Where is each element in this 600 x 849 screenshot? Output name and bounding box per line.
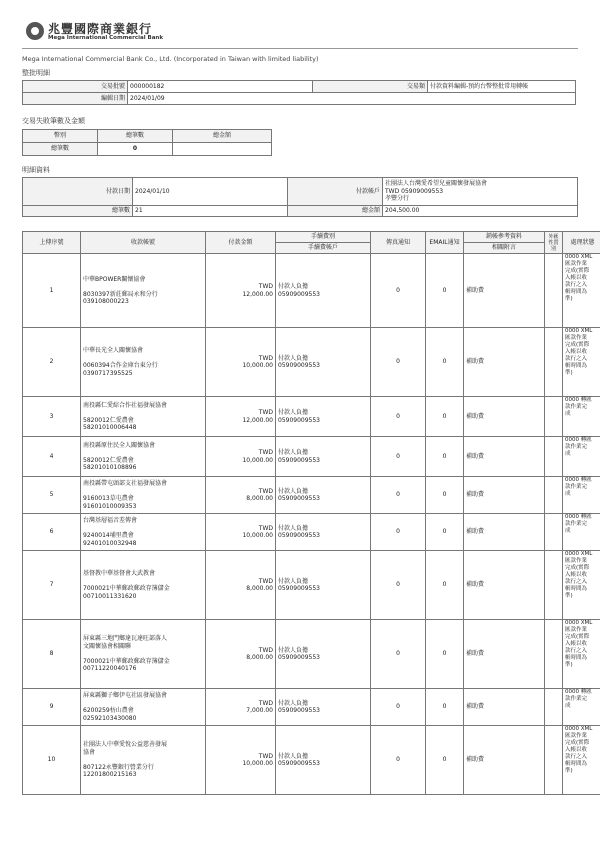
row-foreign [545,477,563,514]
row-seq: 8 [23,620,81,689]
batch-date-label: 編輯日期 [23,93,128,105]
row-ref: 補助費 [464,551,545,620]
row-status: 0000 XML 匯款作業 完成(實際 入帳以收 款行之入 帳時間為 準) [563,254,600,328]
row-payee: 南投縣原住民全人關懷協會 5820012仁愛農會 58201010108896 [81,437,206,477]
row-amount: 8,000.00 [246,654,273,661]
row-fee-account: 05909009553 [278,416,320,424]
row-amount: 8,000.00 [246,585,273,592]
row-fee-account: 05909009553 [278,760,320,767]
row-status: 0000 XML 匯款作業 完成(實際 入帳以收 款行之入 帳時間為 準) [563,620,600,689]
row-status: 0000 轉匯 款作業完 成 [563,397,600,437]
row-email: 0 [426,254,464,328]
row-ref: 補助費 [464,328,545,397]
header-fee-type: 手續費別 [276,232,371,243]
row-foreign [545,620,563,689]
row-status: 0000 XML 匯款作業 完成(實際 入帳以收 款行之入 帳時間為 準) [563,726,600,795]
row-currency: TWD [258,409,273,416]
table-row [23,726,600,795]
row-notify: 0 [371,437,426,477]
row-foreign [545,514,563,551]
failure-table [22,129,272,156]
bank-name-en: Mega International Commercial Bank [48,35,164,41]
pay-date-label: 付款日期 [23,178,133,206]
batch-table [22,80,576,105]
row-fee-account: 05909009553 [278,707,320,714]
failure-col-amount: 總金額 [173,130,272,143]
row-status: 0000 轉匯 款作業完 成 [563,514,600,551]
row-ref: 補助費 [464,514,545,551]
row-fee-type: 付款人負擔 [278,577,309,585]
row-notify: 0 [371,551,426,620]
row-fee-type: 付款人負擔 [278,283,309,290]
total-amount-value: 204,500.00 [383,206,578,217]
row-amount: 8,000.00 [246,495,273,502]
row-notify: 0 [371,689,426,726]
failure-row-count: 0 [98,143,173,156]
row-ref: 補助費 [464,397,545,437]
total-amount-label: 總金額 [288,206,383,217]
row-currency: TWD [258,354,273,362]
header-payee: 收款帳號 [81,232,206,254]
row-email: 0 [426,551,464,620]
header-seq: 上傳序號 [23,232,81,254]
total-count-label: 總筆數 [23,206,133,217]
row-fee-type: 付款人負擔 [278,449,309,456]
row-status: 0000 轉匯 款作業完 成 [563,477,600,514]
batch-section-title: 整批明細 [22,69,50,77]
detail-section-title: 明細資料 [22,166,50,174]
pay-date-value: 2024/01/10 [133,178,288,206]
header-foreign: 外匯性質別 [545,232,563,254]
row-currency: TWD [258,577,273,585]
row-status: 0000 XML 匯款作業 完成(實際 入帳以收 款行之入 帳時間為 準) [563,328,600,397]
row-payee: 屏東縣獅子鄉伊屯社區發展協會 6200259枋山農會 02592103430080 [81,689,206,726]
failure-section-title: 交易失敗筆數及金額 [22,117,85,125]
row-payee: 中華長光全人關懷協會 0060394合作金庫台東分行 0390717395525 [81,328,206,397]
row-notify: 0 [371,328,426,397]
row-notify: 0 [371,254,426,328]
row-currency: TWD [258,487,273,495]
row-fee-type: 付款人負擔 [278,487,309,495]
row-foreign [545,437,563,477]
row-fee-account: 05909009553 [278,585,320,592]
row-amount: 10,000.00 [242,456,273,464]
row-email: 0 [426,514,464,551]
row-email: 0 [426,328,464,397]
row-seq: 7 [23,551,81,620]
header-email: EMAIL通知 [426,232,464,254]
row-email: 0 [426,726,464,795]
row-email: 0 [426,397,464,437]
row-amount: 10,000.00 [242,532,273,539]
row-currency: TWD [258,524,273,532]
row-foreign [545,551,563,620]
row-ref: 補助費 [464,437,545,477]
detail-summary-table [22,177,578,217]
row-email: 0 [426,437,464,477]
row-ref: 補助費 [464,254,545,328]
header-note: 相關附言 [464,243,545,254]
failure-col-currency: 幣別 [23,130,98,143]
row-ref: 補助費 [464,620,545,689]
row-fee-account: 05909009553 [278,362,320,369]
bank-logo [22,17,172,47]
row-currency: TWD [258,283,273,290]
batch-date-value: 2024/01/09 [128,93,576,105]
records-table [22,231,600,795]
row-fee-account: 05909009553 [278,654,320,661]
row-payee: 南投縣仁愛綜合作社福發展協會 5820012仁愛農會 58201010006448 [81,397,206,437]
row-ref: 補助費 [464,689,545,726]
row-seq: 5 [23,477,81,514]
row-seq: 10 [23,726,81,795]
row-payee: 台灣基層福音差傳會 9240014埔里農會 92401010032948 [81,514,206,551]
row-foreign [545,726,563,795]
batch-type-label: 交易類 [313,81,428,93]
row-seq: 3 [23,397,81,437]
failure-row-empty [173,143,272,156]
row-foreign [545,397,563,437]
pay-account-label: 付款帳戶 [288,178,383,206]
table-row [23,689,600,726]
failure-col-count: 總筆數 [98,130,173,143]
row-notify: 0 [371,397,426,437]
row-currency: TWD [258,449,273,456]
row-seq: 2 [23,328,81,397]
table-row [23,437,600,477]
row-ref: 補助費 [464,477,545,514]
row-currency: TWD [258,699,273,707]
row-payee: 基督教中華基督會大武教會 7000021中華郵政郵政存簿儲金 00710011331620 [81,551,206,620]
row-email: 0 [426,477,464,514]
row-seq: 4 [23,437,81,477]
bank-name-zh: 兆豐國際商業銀行 [48,22,153,36]
batch-type-value: 付款資料編輯-預約台幣整批常用轉帳 [428,81,576,93]
header-divider [22,48,578,49]
row-foreign [545,254,563,328]
row-foreign [545,689,563,726]
row-status: 0000 XML 匯款作業 完成(實際 入帳以收 款行之入 帳時間為 準) [563,551,600,620]
table-row [23,328,600,397]
row-fee-type: 付款人負擔 [278,409,309,416]
row-seq: 6 [23,514,81,551]
row-fee-account: 05909009553 [278,290,320,298]
row-email: 0 [426,689,464,726]
row-amount: 10,000.00 [242,362,273,369]
header-ref: 銷帳參考資料 [464,232,545,243]
row-seq: 1 [23,254,81,328]
table-row [23,620,600,689]
failure-row-label: 總筆數 [23,143,98,156]
pay-account-value: 社團法人台灣愛希望兒童關懷發展協會 TWD 05909009553 孝豐分行 [383,178,578,206]
row-fee-account: 05909009553 [278,532,320,539]
row-fee-account: 05909009553 [278,456,320,464]
row-amount: 10,000.00 [242,760,273,767]
header-fee-acct: 手續費帳戶 [276,243,371,254]
row-fee-type: 付款人負擔 [278,354,309,362]
row-currency: TWD [258,646,273,654]
row-amount: 7,000.00 [246,707,273,714]
table-row [23,254,600,328]
row-status: 0000 轉匯 款作業完 成 [563,437,600,477]
company-line: Mega International Commercial Bank Co., Ltd. (Incorporated in Taiwan with limited liability) [22,55,319,63]
row-foreign [545,328,563,397]
batch-no-label: 交易批號 [23,81,128,93]
table-row [23,551,600,620]
row-amount: 12,000.00 [242,290,273,298]
row-seq: 9 [23,689,81,726]
row-status: 0000 轉匯 款作業完 成 [563,689,600,726]
row-currency: TWD [258,752,273,760]
row-payee: 南投縣帶屯頭部支社福發展協會 9160013草屯農會 91601010009353 [81,477,206,514]
header-amount: 付款金額 [206,232,276,254]
table-row [23,514,600,551]
row-payee: 中華BPOWER關懷協會 8030397新莊郵局永和分行 039108000223 [81,254,206,328]
row-fee-type: 付款人負擔 [278,752,309,760]
table-row [23,477,600,514]
row-fee-type: 付款人負擔 [278,646,309,654]
total-count-value: 21 [133,206,288,217]
row-email: 0 [426,620,464,689]
row-fee-account: 05909009553 [278,495,320,502]
row-fee-type: 付款人負擔 [278,524,309,532]
row-fee-type: 付款人負擔 [278,699,309,707]
row-ref: 補助費 [464,726,545,795]
row-payee: 社團法人中華愛悅公益慈善發展 協會 807122永豐銀行營業分行 12201800215163 [81,726,206,795]
header-notify: 傳真通知 [371,232,426,254]
bank-logo-icon [26,22,44,40]
row-notify: 0 [371,620,426,689]
row-notify: 0 [371,477,426,514]
header-status: 處理狀態 [563,232,600,254]
row-payee: 屏東縣三地門鄉達瓦達旺部落人 文關懷協會相關聯 7000021中華郵政郵政存簿儲金 00711220040176 [81,620,206,689]
row-notify: 0 [371,726,426,795]
row-amount: 12,000.00 [242,416,273,424]
table-row [23,397,600,437]
batch-no-value: 000000182 [128,81,313,93]
row-notify: 0 [371,514,426,551]
